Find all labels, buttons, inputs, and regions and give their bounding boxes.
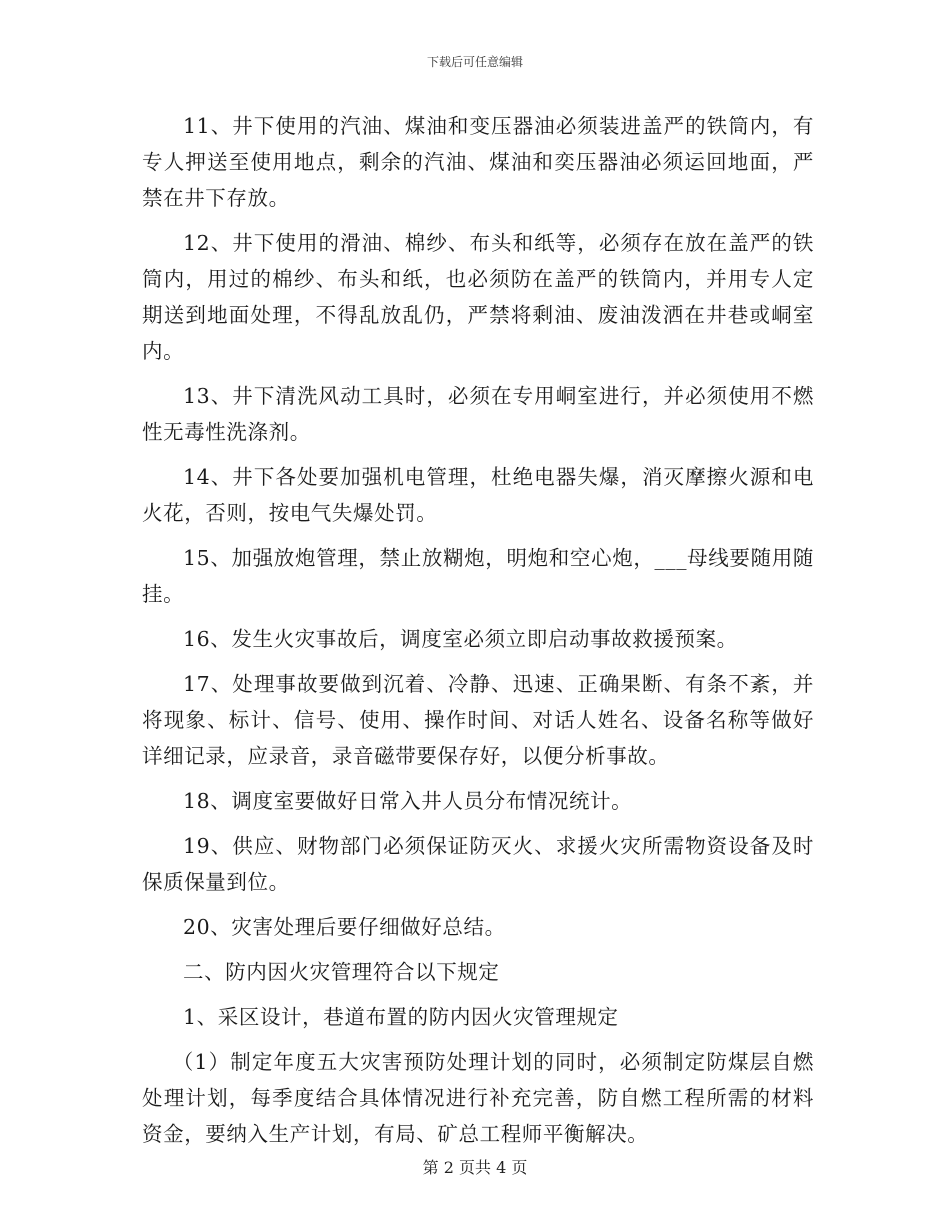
paragraph-13: 13、井下清洗风动工具时，必须在专用峒室进行，并必须使用不燃性无毒性洗涤剂。 <box>142 384 814 444</box>
paragraph-11: 11、井下使用的汽油、煤油和变压器油必须装进盖严的铁筒内，有专人押送至使用地点，剩余的汽油、煤油和奕压器油必须运回地面，严禁在井下存放。 <box>142 114 814 210</box>
paragraph-17: 17、处理事故要做到沉着、冷静、迅速、正确果断、有条不紊，并将现象、标计、信号、使用、操作时间、对话人姓名、设备名称等做好详细记录，应录音，录音磁带要保存好，以便分析事故。 <box>142 672 814 768</box>
paragraph-19: 19、供应、财物部门必须保证防灭火、求援火灾所需物资设备及时保质保量到位。 <box>142 834 814 894</box>
paragraph-15: 15、加强放炮管理，禁止放糊炮，明炮和空心炮，___母线要随用随挂。 <box>142 546 814 606</box>
subsection-heading-1: 1、采区设计，巷道布置的防内因火灾管理规定 <box>183 1005 619 1029</box>
paragraph-item-1: （1）制定年度五大灾害预防处理计划的同时，必须制定防煤层自燃处理计划，每季度结合具体情况进行补充完善，防自燃工程所需的材料资金，要纳入生产计划，有局、矿总工程师平衡解决。 <box>142 1050 814 1146</box>
paragraph-14: 14、井下各处要加强机电管理，杜绝电器失爆，消灭摩擦火源和电火花，否则，按电气失爆处罚。 <box>142 465 814 525</box>
paragraph-18: 18、调度室要做好日常入井人员分布情况统计。 <box>183 789 633 813</box>
section-heading-2: 二、防内因火灾管理符合以下规定 <box>183 960 500 984</box>
document-body <box>142 108 814 1161</box>
paragraph-20: 20、灾害处理后要仔细做好总结。 <box>183 915 506 939</box>
paragraph-16: 16、发生火灾事故后，调度室必须立即启动事故救援预案。 <box>183 627 738 651</box>
page-number: 第 2 页共 4 页 <box>422 1158 528 1177</box>
paragraph-12: 12、井下使用的滑油、棉纱、布头和纸等，必须存在放在盖严的铁筒内，用过的棉纱、布头和纸，也必须防在盖严的铁筒内，并用专人定期送到地面处理，不得乱放乱仍，严禁将剩油、废油泼洒在井巷或峒室内。 <box>142 231 814 363</box>
page-header-note: 下载后可任意编辑 <box>426 55 523 69</box>
